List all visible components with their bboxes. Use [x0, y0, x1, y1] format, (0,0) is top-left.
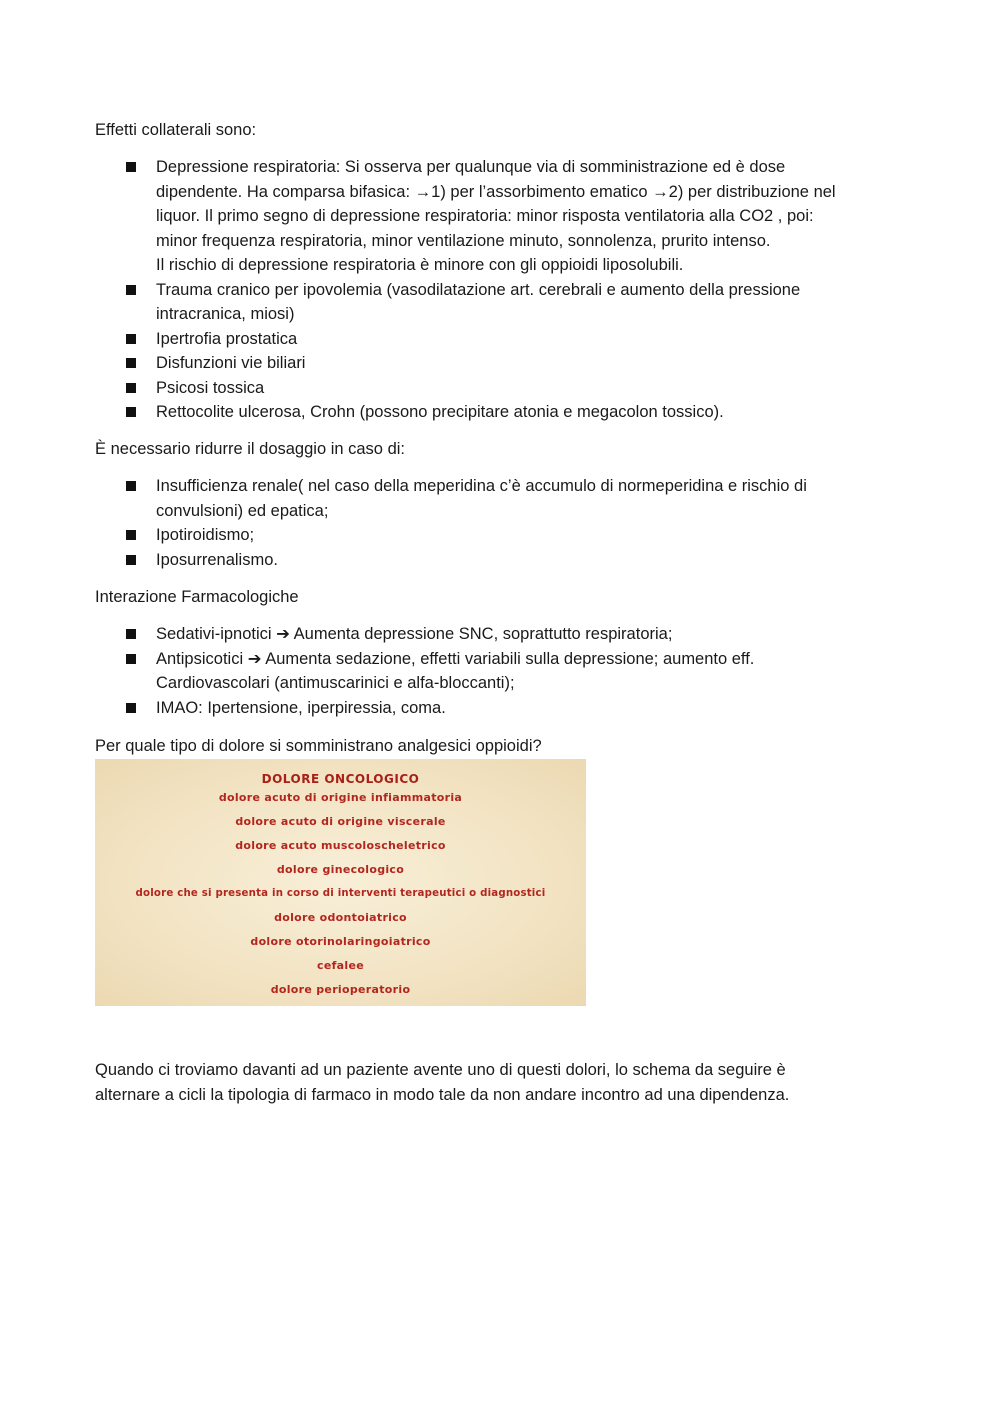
- list-item: IMAO: Ipertensione, iperpiressia, coma.: [95, 696, 895, 721]
- dosage-list: [95, 474, 895, 572]
- image-line: dolore acuto di origine viscerale: [235, 815, 446, 828]
- square-bullet-icon: [126, 629, 136, 639]
- interactions-list: [95, 622, 895, 720]
- square-bullet-icon: [126, 383, 136, 393]
- closing-paragraph: Quando ci troviamo davanti ad un paziente avente uno di questi dolori, lo schema da seguire è alternare a cicli la tipologia di farmaco in modo tale da non andare incontro ad una dipendenza.: [95, 1061, 790, 1104]
- square-bullet-icon: [126, 530, 136, 540]
- image-line: dolore ginecologico: [276, 863, 405, 876]
- image-line: dolore acuto di origine infiammatoria: [218, 791, 463, 804]
- list-item: Ipertrofia prostatica: [95, 327, 895, 352]
- image-line: dolore otorinolaringoiatrico: [250, 935, 431, 948]
- image-line: dolore acuto muscoloscheletrico: [235, 839, 446, 852]
- image-line: dolore che si presenta in corso di interventi terapeutici o diagnostici: [135, 888, 546, 899]
- image-line: dolore odontoiatrico: [274, 911, 407, 924]
- image-line: dolore perioperatorio: [270, 983, 411, 996]
- square-bullet-icon: [126, 334, 136, 344]
- square-bullet-icon: [126, 285, 136, 295]
- side-effects-heading: Effetti collaterali sono:: [95, 121, 257, 139]
- image-title: DOLORE ONCOLOGICO: [261, 772, 420, 786]
- dosage-heading: È necessario ridurre il dosaggio in caso di:: [95, 440, 405, 458]
- side-effects-list: [95, 155, 895, 425]
- square-bullet-icon: [126, 358, 136, 368]
- square-bullet-icon: [126, 407, 136, 417]
- list-item: Psicosi tossica: [95, 376, 895, 401]
- list-item: Rettocolite ulcerosa, Crohn (possono precipitare atonia e megacolon tossico).: [95, 400, 895, 425]
- list-item: Insufficienza renale( nel caso della meperidina c’è accumulo di normeperidina e rischio di convulsioni) ed epatica;: [95, 474, 895, 523]
- list-item: Antipsicotici ➔ Aumenta sedazione, effetti variabili sulla depressione; aumento eff. Cardiovascolari (antimuscarinici e alfa-bloccanti);: [95, 647, 895, 696]
- list-item: Depressione respiratoria: Si osserva per qualunque via di somministrazione ed è dose dipendente. Ha comparsa bifasica: →1) per l’assorbimento ematico →2) per distribuzione nel liquor. Il primo segno di depressione respiratoria: minor risposta ventilatoria alla CO2 , poi: minor frequenza respiratoria, minor ventilazione minuto, sonnolenza, prurito intenso. Il rischio di depressione respiratoria è minore con gli oppioidi liposolubili.: [95, 155, 895, 278]
- list-item: Ipotiroidismo;: [95, 523, 895, 548]
- question-text: Per quale tipo di dolore si somministrano analgesici oppioidi?: [95, 737, 542, 755]
- image-line: cefalee: [317, 959, 364, 972]
- interactions-heading: Interazione Farmacologiche: [95, 588, 299, 606]
- square-bullet-icon: [126, 703, 136, 713]
- list-item: Trauma cranico per ipovolemia (vasodilatazione art. cerebrali e aumento della pressione intracranica, miosi): [95, 278, 895, 327]
- list-item: Disfunzioni vie biliari: [95, 351, 895, 376]
- square-bullet-icon: [126, 555, 136, 565]
- square-bullet-icon: [126, 162, 136, 172]
- square-bullet-icon: [126, 481, 136, 491]
- list-item: Iposurrenalismo.: [95, 548, 895, 573]
- pain-types-image: [95, 759, 586, 1006]
- square-bullet-icon: [126, 654, 136, 664]
- list-item: Sedativi-ipnotici ➔ Aumenta depressione SNC, soprattutto respiratoria;: [95, 622, 895, 647]
